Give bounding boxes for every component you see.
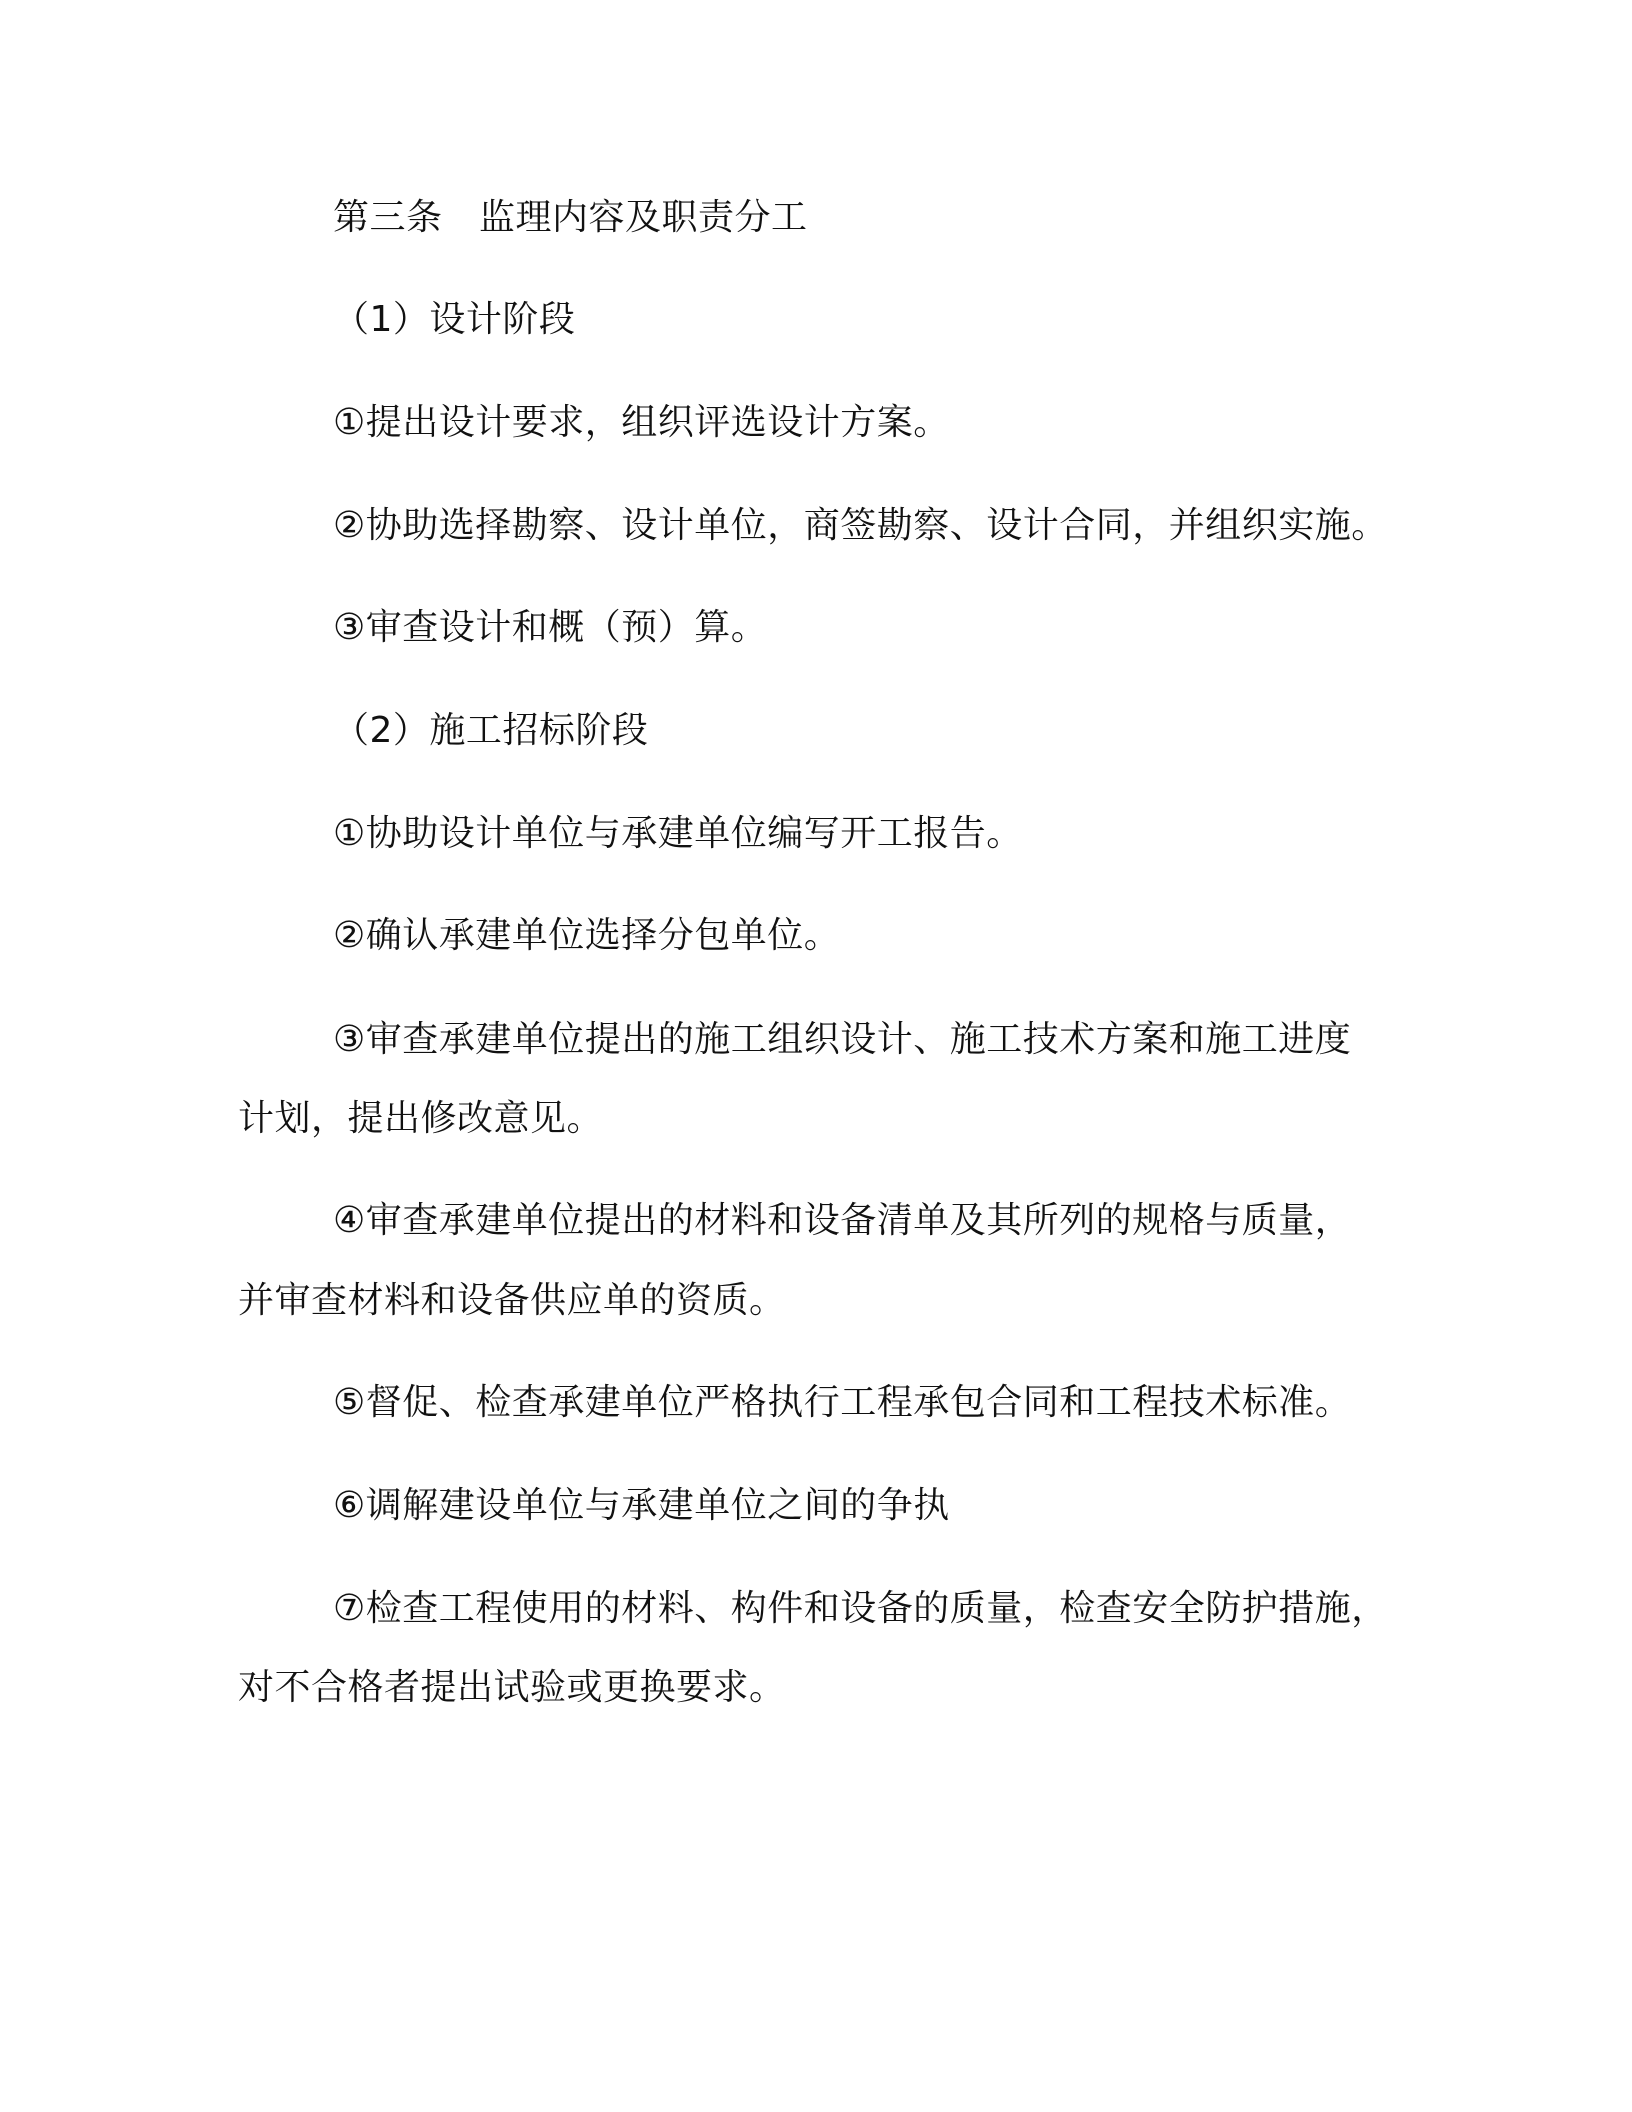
bidding-item-2: ②确认承建单位选择分包单位。: [333, 915, 841, 956]
section-title-bidding: （2）施工招标阶段: [333, 710, 649, 751]
design-item-2: ②协助选择勘察、设计单位，商签勘察、设计合同，并组织实施。: [333, 505, 1388, 546]
bidding-item-3-line-1: ③审查承建单位提出的施工组织设计、施工技术方案和施工进度: [333, 1019, 1352, 1060]
design-item-3: ③审查设计和概（预）算。: [333, 607, 768, 648]
bidding-item-3-line-2: 计划，提出修改意见。: [238, 1098, 604, 1139]
bidding-item-4-line-2: 并审查材料和设备供应单的资质。: [238, 1280, 786, 1321]
bidding-item-6: ⑥调解建设单位与承建单位之间的争执: [333, 1485, 950, 1526]
bidding-item-1: ①协助设计单位与承建单位编写开工报告。: [333, 813, 1023, 854]
bidding-item-7-line-2: 对不合格者提出试验或更换要求。: [238, 1667, 786, 1708]
bidding-item-5: ⑤督促、检查承建单位严格执行工程承包合同和工程技术标准。: [333, 1382, 1352, 1423]
section-title-design: （1）设计阶段: [333, 299, 576, 340]
design-item-1: ①提出设计要求，组织评选设计方案。: [333, 402, 950, 443]
bidding-item-4-line-1: ④审查承建单位提出的材料和设备清单及其所列的规格与质量，: [333, 1200, 1352, 1241]
article-heading: 第三条 监理内容及职责分工: [333, 197, 808, 238]
bidding-item-7-line-1: ⑦检查工程使用的材料、构件和设备的质量，检查安全防护措施，: [333, 1588, 1388, 1629]
